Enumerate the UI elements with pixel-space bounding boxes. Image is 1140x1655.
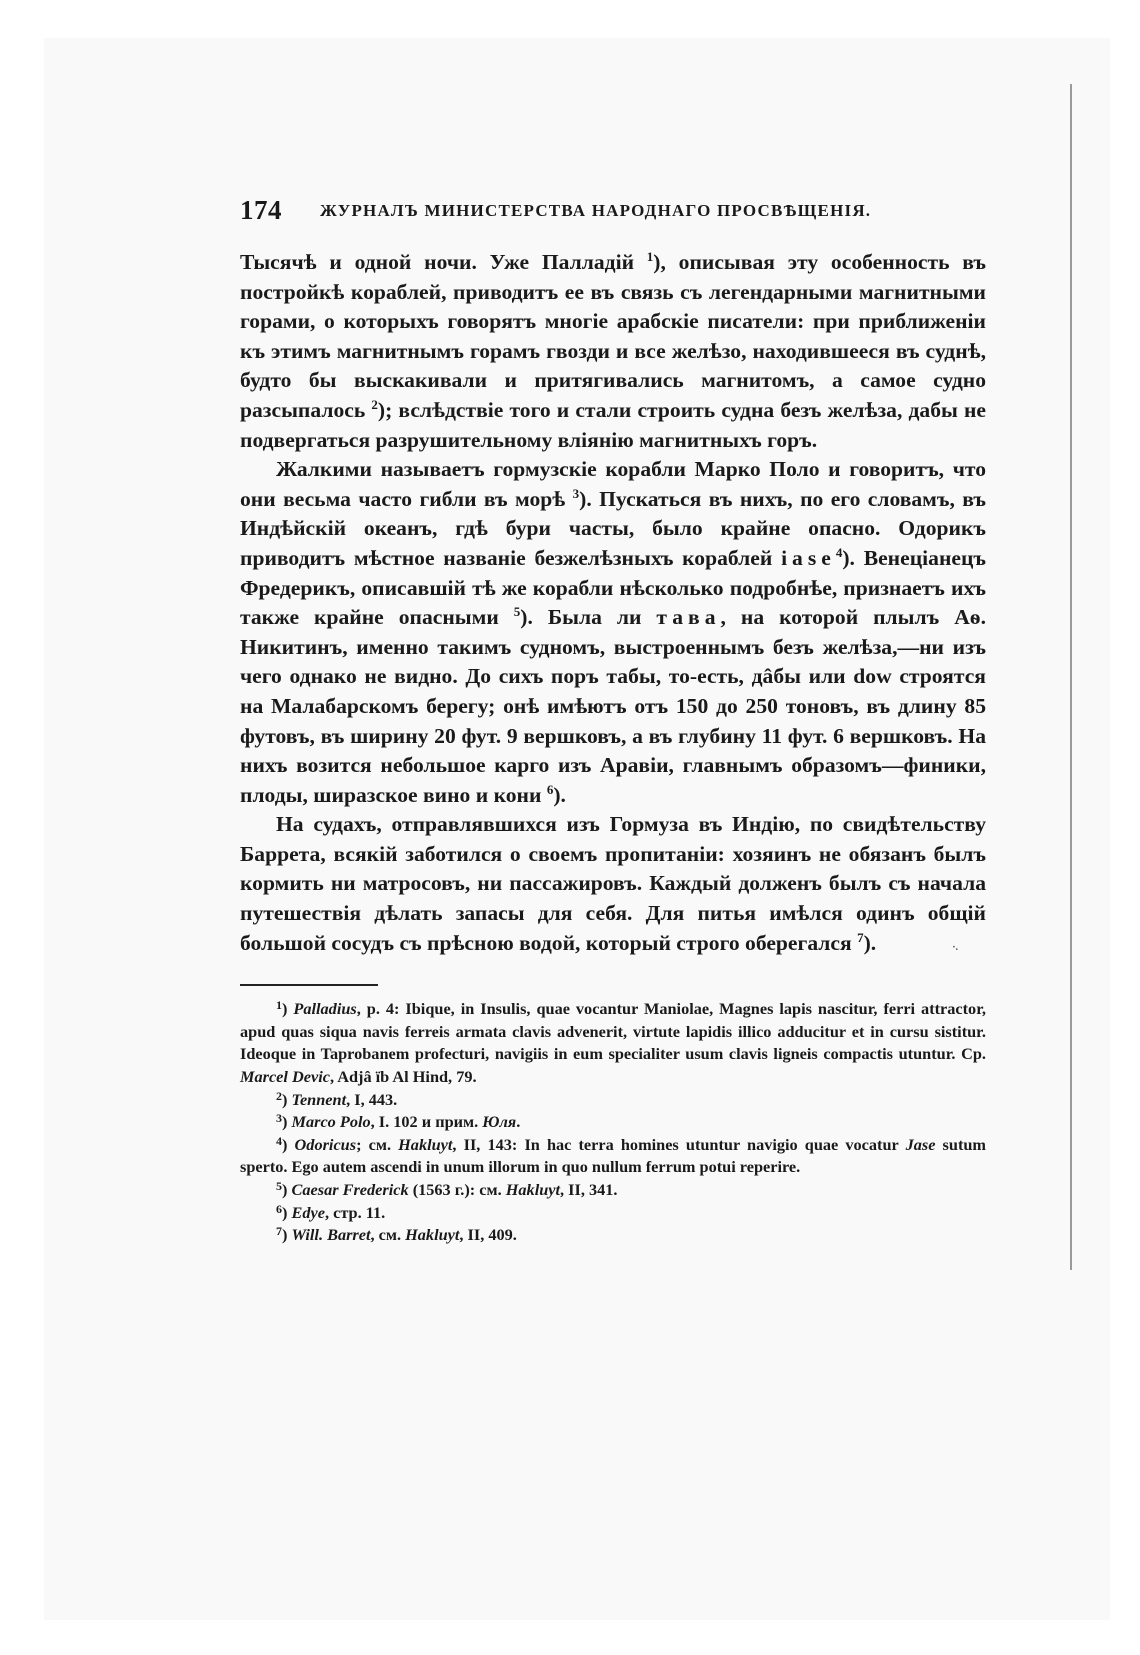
paragraph-3 xyxy=(240,810,986,962)
footnote-2-author: Tennent xyxy=(291,1089,347,1109)
page-edge-rule xyxy=(1070,84,1072,1270)
footnote-7-mark: 7 xyxy=(276,1224,282,1239)
footnote-4-author: Odoricus xyxy=(294,1134,357,1154)
footnote-4-mark: 4 xyxy=(276,1133,282,1148)
footnote-ref-1: 1 xyxy=(646,249,654,264)
footnote-ref-3: 3 xyxy=(572,485,580,501)
footnote-2-text: , I, 443. xyxy=(346,1089,398,1109)
footnote-4: $^4$) Odoricus; см. Hakluyt, II, 143: In hac terra homines utuntur navigio quae vocatur Jase sutum sperto. Ego autem ascendi in unum illorum in quo nullum ferrum potui reperire. xyxy=(240,1133,986,1177)
footnote-ref-4: 4 xyxy=(835,544,843,560)
footnote-5: $^5$) Caesar Frederick (1563 г.): см. Hakluyt, II, 341. xyxy=(276,1179,618,1199)
footnote-4-word: Jase xyxy=(905,1134,936,1154)
term-tava: тава xyxy=(656,605,721,630)
page-number: 174 xyxy=(240,195,282,225)
paragraph-2-text-a: Жалкими называетъ гормузскіе корабли Марко Поло и говоритъ, что они весьма часто гибли въ морѣ xyxy=(240,457,986,511)
footnote-3-text-2: . xyxy=(516,1112,521,1132)
footnote-1-author-2: Marcel Devic xyxy=(240,1067,330,1087)
footnote-3-mark: 3 xyxy=(276,1111,282,1126)
footnote-2: $^2$) Tennent, I, 443. xyxy=(276,1088,398,1109)
footnote-4-text: ; см. xyxy=(356,1134,399,1154)
journal-title: ЖУРНАЛЪ МИНИСТЕРСТВА НАРОДНАГО ПРОСВѢЩЕНІЯ. xyxy=(320,201,872,220)
stray-mark: ·. xyxy=(952,941,959,953)
footnote-1-text: , p. 4: Ibique, in Insulis, quae vocantur Maniolae, Magnes lapis nascitur, ferri attractor, apud quas siqua navis ferreis armata clavis advenerit, virtute lapidis illico adducitur et in cursu sistitur. Ideoque in Taprobanem profecturi, navigiis in eum specialiter usum clavis ligneis compactis utuntur. Cp. xyxy=(240,999,986,1064)
paragraph-2 xyxy=(240,455,986,810)
footnote-6: $^6$) Edye, стр. 11. xyxy=(276,1201,386,1222)
paragraph-3-text-a: На судахъ, отправлявшихся изъ Гормуза въ Индію, по свидѣтельству Баррета, всякій заботился о своемъ пропитаніи: хозяинъ не обязанъ былъ кормить ни матросовъ, ни пассажировъ. Каждый долженъ былъ съ начала путешествія дѣлать запасы для себя. Для питья имѣлся одинъ общій большой сосудъ съ прѣсною водой, который строго оберегался xyxy=(240,812,986,955)
footnote-3: $^3$) Marco Polo, I. 102 и прим. Юля. xyxy=(276,1111,521,1132)
paragraph-2-text-b: ). Пускаться въ нихъ, по его словамъ, въ Индѣйскій океанъ, гдѣ бури часты, было крайне опасно. Одорикъ приводитъ мѣстное названіе безжелѣзныхъ кораблей xyxy=(240,486,986,570)
footnote-7-text-2: , II, 409. xyxy=(459,1225,517,1245)
footnote-3-author-2: Юля xyxy=(482,1112,517,1132)
paragraph-2-text-f: ). xyxy=(553,782,566,807)
footnote-ref-5: 5 xyxy=(513,604,521,620)
footnote-7: $^7$) Will. Barret, см. Hakluyt, II, 409. xyxy=(276,1224,517,1245)
paragraph-2-text-e: , на которой плылъ Аѳ. Никитинъ, именно такимъ судномъ, выстроеннымъ безъ желѣза,—ни изъ чего однако не видно. До сихъ поръ табы, то-есть, дâбы или dow строятся на Малабарскомъ берегу; онѣ имѣютъ отъ 150 до 250 тоновъ, въ длину 85 футовъ, въ ширину 20 фут. 9 вершковъ, а въ глубину 11 фут. 6 вершковъ. На нихъ возится небольшое карго изъ Аравіи, главнымъ образомъ—финики, плоды, ширазское вино и кони xyxy=(240,605,986,807)
footnote-7-author-2: Hakluyt xyxy=(405,1225,460,1245)
footnote-ref-6: 6 xyxy=(546,781,554,797)
paragraph-1 xyxy=(240,248,986,455)
footnote-2-mark: 2 xyxy=(276,1088,282,1103)
footnote-3-author: Marco Polo xyxy=(291,1112,371,1132)
paragraph-1-text-c: ); вслѣдствіе того и стали строить судна безъ желѣза, дабы не подвергаться разрушительному вліянію магнитныхъ горъ. xyxy=(240,397,986,452)
footnote-1-text-2: , Adjâ ïb Al Hind, 79. xyxy=(329,1067,477,1087)
footnote-4-text-2: , II, 143: In hac terra homines utuntur navigio quae vocatur xyxy=(452,1134,906,1154)
footnote-divider xyxy=(240,984,378,986)
footnote-7-text: , см. xyxy=(370,1225,406,1245)
paragraph-3-text-b: ). xyxy=(863,930,877,955)
body-text xyxy=(240,248,986,962)
footnote-1: $^1$) Palladius, p. 4: Ibique, in Insulis, quae vocantur Maniolae, Magnes lapis nascitur, ferri attractor, apud quas siqua navis ferreis armata clavis advenerit, virtute lapidis illico adducitur et in cursu sistitur. Ideoque in Taprobanem profecturi, navigiis in eum specialiter usum clavis ligneis compactis utuntur. Cp. Marcel Devic, Adjâ ïb Al Hind, 79. xyxy=(240,998,986,1087)
footnote-4-text-3: sutum sperto. Ego autem ascendi in unum illorum in quo nullum ferrum potui reperire. xyxy=(240,1134,986,1177)
paragraph-2-text-d: ). Была ли xyxy=(520,605,657,630)
footnote-ref-2: 2 xyxy=(371,396,378,412)
footnote-5-text: (1563 г.): см. xyxy=(408,1180,506,1199)
footnote-6-author: Edye xyxy=(291,1202,325,1222)
footnote-3-text: , I. 102 и прим. xyxy=(370,1112,483,1132)
footnote-5-author-2: Hakluyt xyxy=(505,1180,561,1199)
paragraph-2-text-c: ). Венеціанецъ Фредерикъ, описавшій тѣ же корабли нѣсколько подробнѣе, признаетъ ихъ также крайне опасными xyxy=(240,545,986,630)
footnote-1-mark: 1 xyxy=(276,998,282,1013)
footnotes xyxy=(240,998,986,1247)
term-iase: iase xyxy=(781,545,836,570)
footnote-1-author: Palladius xyxy=(293,999,357,1019)
footnote-7-author: Will. Barret xyxy=(291,1225,371,1245)
footnote-5-mark: 5 xyxy=(276,1179,282,1193)
running-head xyxy=(240,195,986,226)
footnote-5-author: Caesar Frederick xyxy=(291,1180,409,1199)
footnote-4-author-2: Hakluyt xyxy=(398,1134,453,1154)
footnote-5-text-2: , II, 341. xyxy=(560,1180,618,1199)
paragraph-1-text-a: Тысячѣ и одной ночи. Уже Палладій xyxy=(240,250,647,274)
footnote-ref-7: 7 xyxy=(857,929,864,945)
footnote-6-mark: 6 xyxy=(276,1201,282,1216)
footnote-6-text: , стр. 11. xyxy=(324,1202,386,1222)
page-content xyxy=(240,195,986,1247)
paragraph-1-text-b: ), описывая эту особенность въ постройкѣ кораблей, приводитъ ее въ связь съ легендарными магнитными горами, о которыхъ говорятъ многіе арабскіе писатели: при приближеніи къ этимъ магнитнымъ горамъ гвозди и все желѣзо, находившееся въ суднѣ, будто бы выскакивали и притягивались магнитомъ, а самое судно разсыпалось xyxy=(240,250,986,422)
